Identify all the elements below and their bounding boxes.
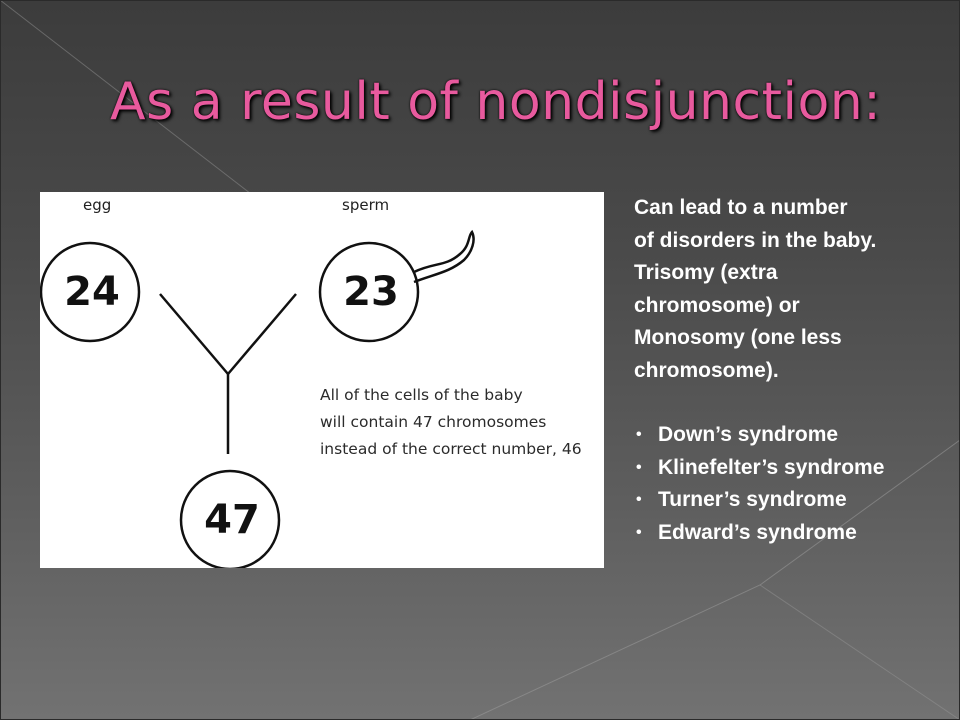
caption-line: instead of the correct number, 46 — [320, 440, 582, 458]
bullet-icon: • — [636, 523, 642, 541]
intro-line: Monosomy (one less — [634, 326, 842, 349]
sperm-label: sperm — [342, 196, 390, 214]
egg-chromosome-count: 24 — [64, 269, 120, 315]
slide-body-text — [634, 192, 954, 549]
intro-line: Can lead to a number — [634, 196, 848, 219]
intro-line: Trisomy (extra — [634, 261, 778, 284]
list-item — [634, 419, 954, 452]
list-item — [634, 517, 954, 550]
diagram-drawing — [40, 192, 604, 568]
intro-line: of disorders in the baby. — [634, 228, 877, 252]
list-item — [634, 452, 954, 485]
bullet-icon: • — [636, 458, 642, 476]
sperm-chromosome-count: 23 — [343, 269, 399, 315]
sperm-tail — [414, 232, 474, 282]
nondisjunction-diagram — [40, 192, 604, 568]
bullet-icon: • — [636, 491, 642, 508]
bullet-icon: • — [636, 426, 642, 443]
caption-line: All of the cells of the baby — [320, 386, 523, 404]
intro-paragraph — [634, 192, 954, 387]
syndrome-label: Klinefelter’s syndrome — [658, 455, 885, 479]
egg-label: egg — [83, 196, 112, 214]
intro-line: chromosome) or — [634, 293, 800, 317]
caption-line: will contain 47 chromosomes — [320, 413, 547, 431]
sperm-join-line — [228, 294, 296, 374]
syndrome-label: Turner’s syndrome — [658, 488, 847, 511]
slide-title: As a result of nondisjunction: — [110, 72, 882, 132]
syndrome-list — [634, 419, 954, 549]
syndrome-label: Down’s syndrome — [658, 423, 839, 446]
zygote-chromosome-count: 47 — [204, 497, 260, 543]
diagram-caption — [320, 382, 604, 463]
syndrome-label: Edward’s syndrome — [658, 520, 857, 544]
egg-join-line — [160, 294, 228, 374]
intro-line: chromosome). — [634, 358, 779, 382]
list-item — [634, 484, 954, 517]
